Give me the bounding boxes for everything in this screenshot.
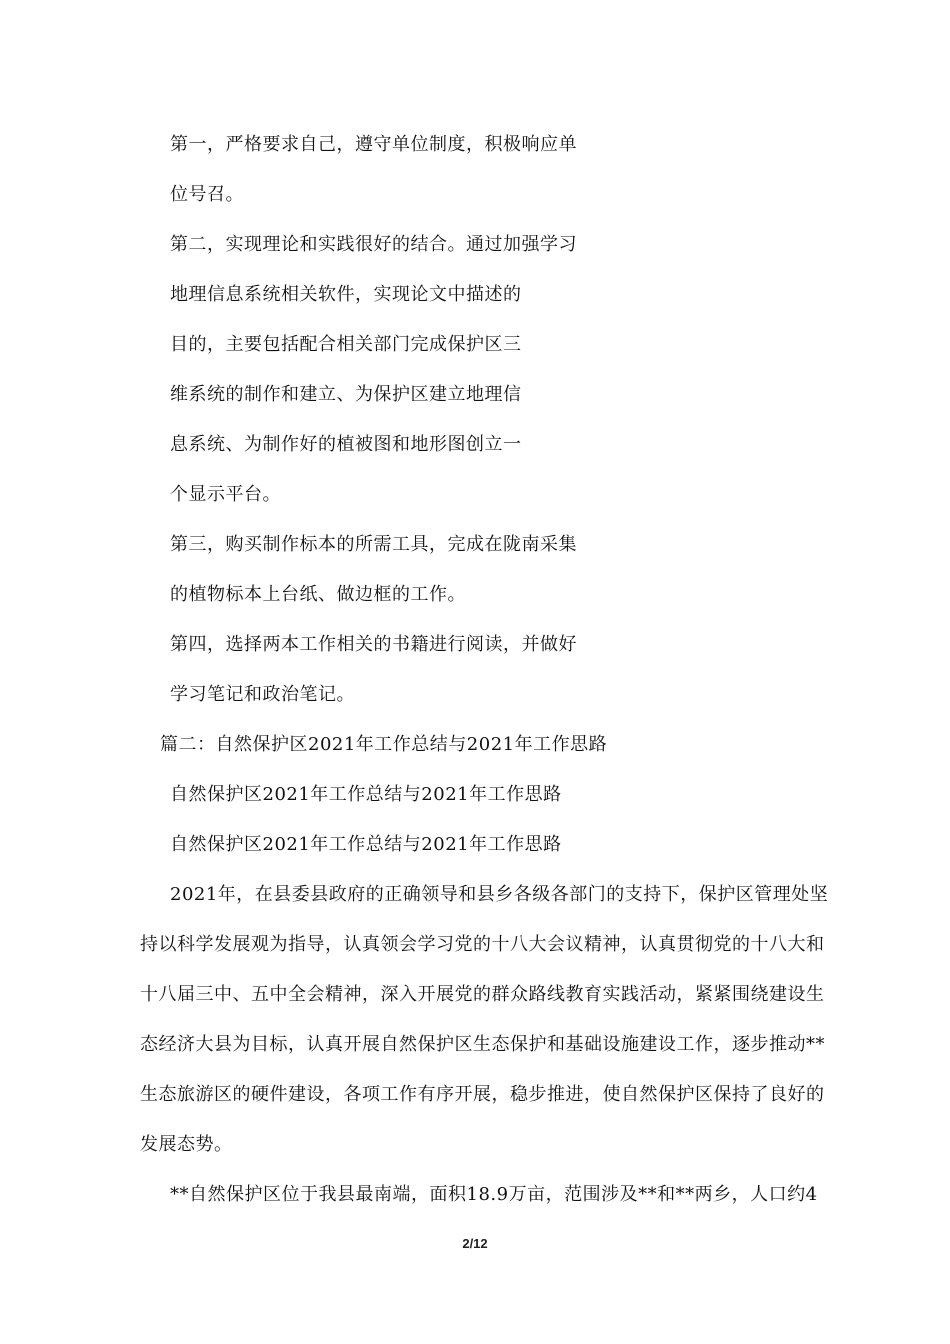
paragraph-1-line-5: 生态旅游区的硬件建设，各项工作有序开展，稳步推进，使自然保护区保持了良好的 (140, 1084, 825, 1105)
paragraph-1-line-6: 发展态势。 (140, 1134, 233, 1155)
list-line-9: 第三，购买制作标本的所需工具，完成在陇南采集 (170, 534, 577, 555)
list-line-5: 目的，主要包括配合相关部门完成保护区三 (170, 334, 522, 355)
list-line-1: 第一，严格要求自己，遵守单位制度，积极响应单 (170, 134, 577, 155)
paragraph-1-line-4: 态经济大县为目标，认真开展自然保护区生态保护和基础设施建设工作，逐步推动** (140, 1034, 825, 1055)
paragraph-1-line-1: 2021年，在县委县政府的正确领导和县乡各级各部门的支持下，保护区管理处坚 (170, 884, 829, 905)
list-line-2: 位号召。 (170, 184, 244, 205)
list-line-4: 地理信息系统相关软件，实现论文中描述的 (170, 284, 522, 305)
section-heading: 篇二：自然保护区2021年工作总结与2021年工作思路 (160, 734, 608, 755)
paragraph-1-line-3: 十八届三中、五中全会精神，深入开展党的群众路线教育实践活动，紧紧围绕建设生 (140, 984, 825, 1005)
document-subtitle: 自然保护区2021年工作总结与2021年工作思路 (170, 834, 562, 855)
list-line-3: 第二，实现理论和实践很好的结合。通过加强学习 (170, 234, 577, 255)
paragraph-2-line-1: **自然保护区位于我县最南端，面积18.9万亩，范围涉及**和**两乡，人口约4 (170, 1184, 818, 1205)
document-title: 自然保护区2021年工作总结与2021年工作思路 (170, 784, 562, 805)
list-line-6: 维系统的制作和建立、为保护区建立地理信 (170, 384, 522, 405)
page-number: 2/12 (462, 1236, 488, 1251)
list-line-11: 第四，选择两本工作相关的书籍进行阅读，并做好 (170, 634, 577, 655)
list-line-7: 息系统、为制作好的植被图和地形图创立一 (170, 434, 522, 455)
list-line-8: 个显示平台。 (170, 484, 281, 505)
paragraph-1-line-2: 持以科学发展观为指导，认真领会学习党的十八大会议精神，认真贯彻党的十八大和 (140, 934, 825, 955)
list-line-10: 的植物标本上台纸、做边框的工作。 (170, 584, 466, 605)
list-line-12: 学习笔记和政治笔记。 (170, 684, 355, 705)
